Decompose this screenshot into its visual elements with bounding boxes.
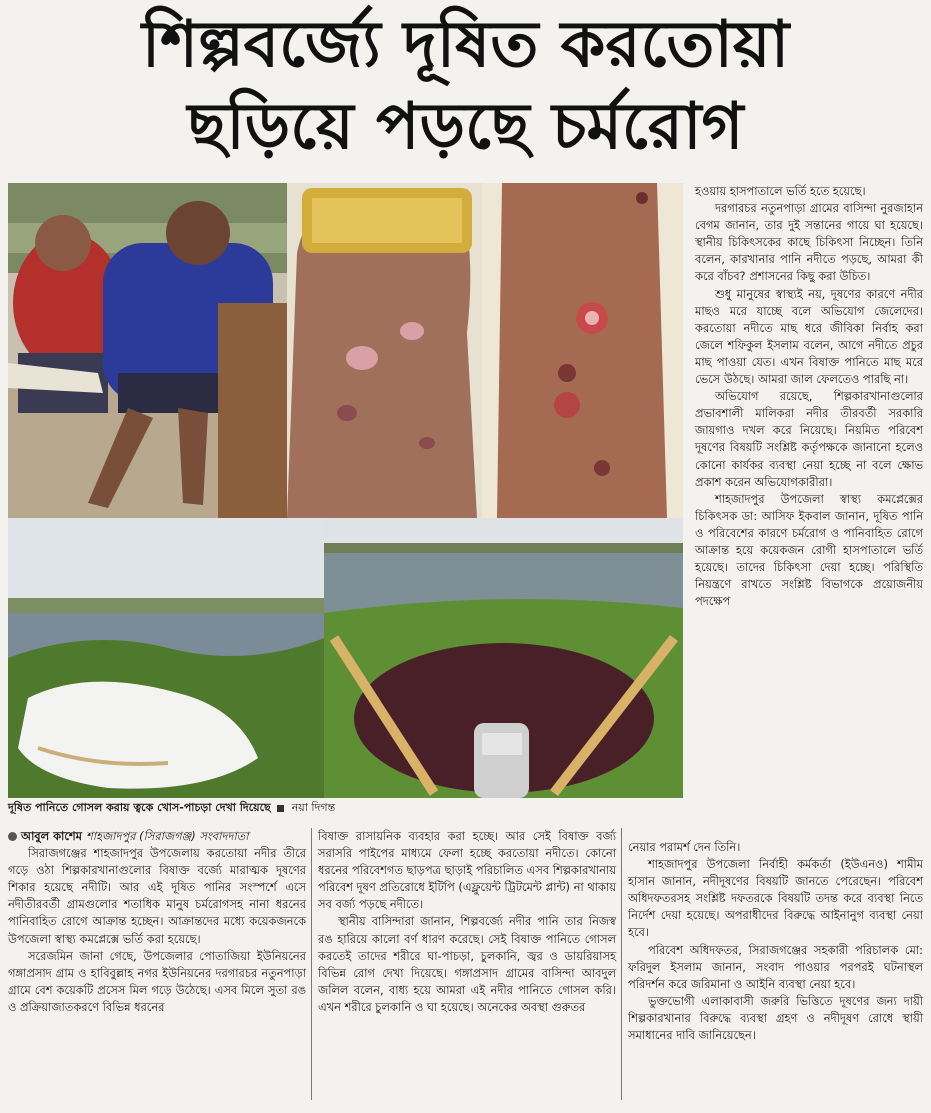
paragraph: বিষাক্ত রাসায়নিক ব্যবহার করা হচ্ছে। আর সেই বিষাক্ত বর্জ্য সরাসরি পাইপের মাধ্যমে ফেলা হচ্ছে করতোয়া নদীতে। কোনো ধরনের পরিবেশগত ছাড়পত্র ছাড়াই পরিচালিত এসব শিল্পকারখানায় পরিবেশ দূষণ প্রতিরোধে ইটিপি (এফ্লুয়েন্ট ট্রিটমেন্ট প্লান্ট) না থাকায় সব বর্জ্য পড়ছে নদীতে। (318, 829, 616, 912)
paragraph: স্থানীয় বাসিন্দারা জানান, শিল্পবর্জ্যে নদীর পানি তার নিজস্ব রঙ হারিয়ে কালো বর্ণ ধারণ করেছে। সেই বিষাক্ত পানিতে গোসল করতেই তাদের শরীরে ঘা-পাচড়া, চুলকানি, জ্বর ও ডায়রিয়াসহ বিভিন্ন রোগ দেখা দিয়েছে। গঙ্গাপ্রসাদ গ্রামের বাসিন্দা আবদুল জলিল বলেন, বাধ্য হয়ে আমরা এই নদীর পানিতে গোসল করি। এখন শরীরে চুলকানি ও ঘা হয়েছে। অনেকের অবস্থা গুরুতর (318, 914, 616, 1014)
headline (0, 0, 931, 180)
photo-hand-wounds (287, 183, 482, 518)
photo-waste-pipe (324, 518, 683, 798)
photo-river-foam (8, 518, 324, 798)
paragraph: ভুক্তভোগী এলাকাবাসী জরুরি ভিত্তিতে দূষণের জন্য দায়ী শিল্পকারখানার বিরুদ্ধে ব্যবস্থা গ্রহণ ও নদীদূষণ রোধে স্থায়ী সমাধানের দাবি জানিয়েছেন। (628, 993, 923, 1043)
author-name: আবুল কাশেম (21, 829, 82, 843)
byline (8, 828, 306, 845)
photo-credit: নয়া দিগন্ত (291, 801, 336, 814)
paragraph: পরিবেশ অধিদফতর, সিরাজগঞ্জের সহকারী পরিচালক মো: ফরিদুল ইসলাম জানান, সংবাদ পাওয়ার পরপরই ঘটনাস্থল পরিদর্শন করে জরিমানা ও আইনি ব্যবস্থা নেয়া হবে। (628, 942, 923, 991)
article-column-1 (8, 828, 306, 1016)
author-place: শাহজাদপুর (সিরাজগঞ্জ) সংবাদদাতা (85, 829, 249, 843)
column-rule-1 (311, 828, 312, 1100)
paragraph: দরগারচর নতুনপাড়া গ্রামের বাসিন্দা নুরজাহান বেগম জানান, তার দুই সন্তানের গায়ে ঘা হয়েছে। স্থানীয় চিকিৎসকের কাছে চিকিৎসা নিচ্ছেন। তিনি বলেন, কারখানার পানি নদীতে পড়ছে, আমরা কী করে বাঁচব? প্রশাসনের কিছু করা উচিত। (695, 201, 923, 284)
article-column-2 (318, 828, 616, 1016)
article-column-3 (695, 183, 923, 610)
headline-line-2: ছড়িয়ে পড়ছে চর্মরোগ (187, 90, 744, 164)
caption-separator-icon (277, 805, 284, 812)
paragraph: অভিযোগ রয়েছে, শিল্পকারখানাগুলোর প্রভাবশালী মালিকরা নদীর তীরবর্তী সরকারি জায়গাও দখল করে নিয়েছে। নিয়মিত পরিবেশ দূষণের বিষয়টি সংশ্লিষ্ট কর্তৃপক্ষকে জানানো হলেও কোনো কার্যকর ব্যবস্থা নেয়া হচ্ছে না বলে ক্ষোভ প্রকাশ করেন অভিযোগকারীরা। (695, 389, 923, 489)
paragraph: সরেজমিন জানা গেছে, উপজেলার পোতাজিয়া ইউনিয়নের গঙ্গাপ্রসাদ গ্রাম ও হাবিবুল্লাহ নগর ইউনিয়নের দরগারচর নতুনপাড়া গ্রামে বেশ কয়েকটি প্রসেস মিল গড়ে উঠেছে। এসব মিলে সুতা রঙ ও প্রক্রিয়াজাতকরণে বিভিন্ন ধরনের (8, 948, 306, 1014)
paragraph: সিরাজগঞ্জের শাহজাদপুর উপজেলায় করতোয়া নদীর তীরে গড়ে ওঠা শিল্পকারখানাগুলোর বিষাক্ত বর্জ্যে মারাত্মক দূষণের শিকার হয়েছে নদীটি। আর এই দূষিত পানির সংস্পর্শে এসে নদীতীরবর্তী গ্রামগুলোর শতাধিক মানুষ চর্মরোগসহ নানা ধরনের পানিবাহিত রোগে আক্রান্ত হচ্ছেন। আক্রান্তদের মধ্যে কয়েকজনকে উপজেলা স্বাস্থ্য কমপ্লেক্সে ভর্তি করা হয়েছে। (8, 846, 306, 946)
paragraph: শাহজাদপুর উপজেলা স্বাস্থ্য কমপ্লেক্সের চিকিৎসক ডা: আসিফ ইকবাল জানান, দূষিত পানি ও পরিবেশের কারণে চর্মরোগ ও পানিবাহিত রোগে আক্রান্ত হয়ে কয়েকজন রোগী হাসপাতালে ভর্তি হয়েছে। তাদের চিকিৎসা দেয়া হচ্ছে। পরিস্থিতি নিয়ন্ত্রণে রাখতে সংশ্লিষ্ট বিভাগকে প্রয়োজনীয় পদক্ষেপ (695, 491, 923, 609)
photo-arm-lesions (482, 183, 683, 518)
photo-man-showing-leg (8, 183, 289, 518)
paragraph: হওয়ায় হাসপাতালে ভর্তি হতে হয়েছে। (695, 184, 866, 198)
byline-bullet-icon (8, 832, 17, 841)
caption-text: দূষিত পানিতে গোসল করায় ত্বকে খোস-পাচড়া দেখা দিয়েছে (8, 801, 271, 814)
paragraph: শুধু মানুষের স্বাস্থ্যই নয়, দূষণের কারণে নদীর মাছও মরে যাচ্ছে বলে অভিযোগ জেলেদের। করতোয়া নদীতে মাছ ধরে জীবিকা নির্বাহ করা জেলে শফিকুল ইসলাম বলেন, আগে নদীতে প্রচুর মাছ পাওয়া যেত। এখন বিষাক্ত পানিতে মাছ মরে ভেসে উঠছে। আমরা জাল ফেলতেও পারছি না। (695, 286, 923, 387)
headline-line-1: শিল্পবর্জ্যে দূষিত করতোয়া (141, 8, 790, 82)
article-column-4 (628, 839, 923, 1044)
paragraph: শাহজাদপুর উপজেলা নির্বাহী কর্মকর্তা (ইউএনও) শামীম হাসান জানান, নদীদূষণের বিষয়টি জানতে পেরেছেন। পরিবেশ অধিদফতরসহ সংশ্লিষ্ট দফতরকে বিষয়টি তদন্ত করে ব্যবস্থা নিতে নির্দেশ দেয়া হয়েছে। অপরাধীদের বিরুদ্ধে আইনানুগ ব্যবস্থা নেয়া হবে। (628, 857, 923, 940)
paragraph: নেয়ার পরামর্শ দেন তিনি। (628, 840, 741, 854)
column-rule-2 (621, 828, 622, 1100)
photo-caption (8, 797, 683, 819)
